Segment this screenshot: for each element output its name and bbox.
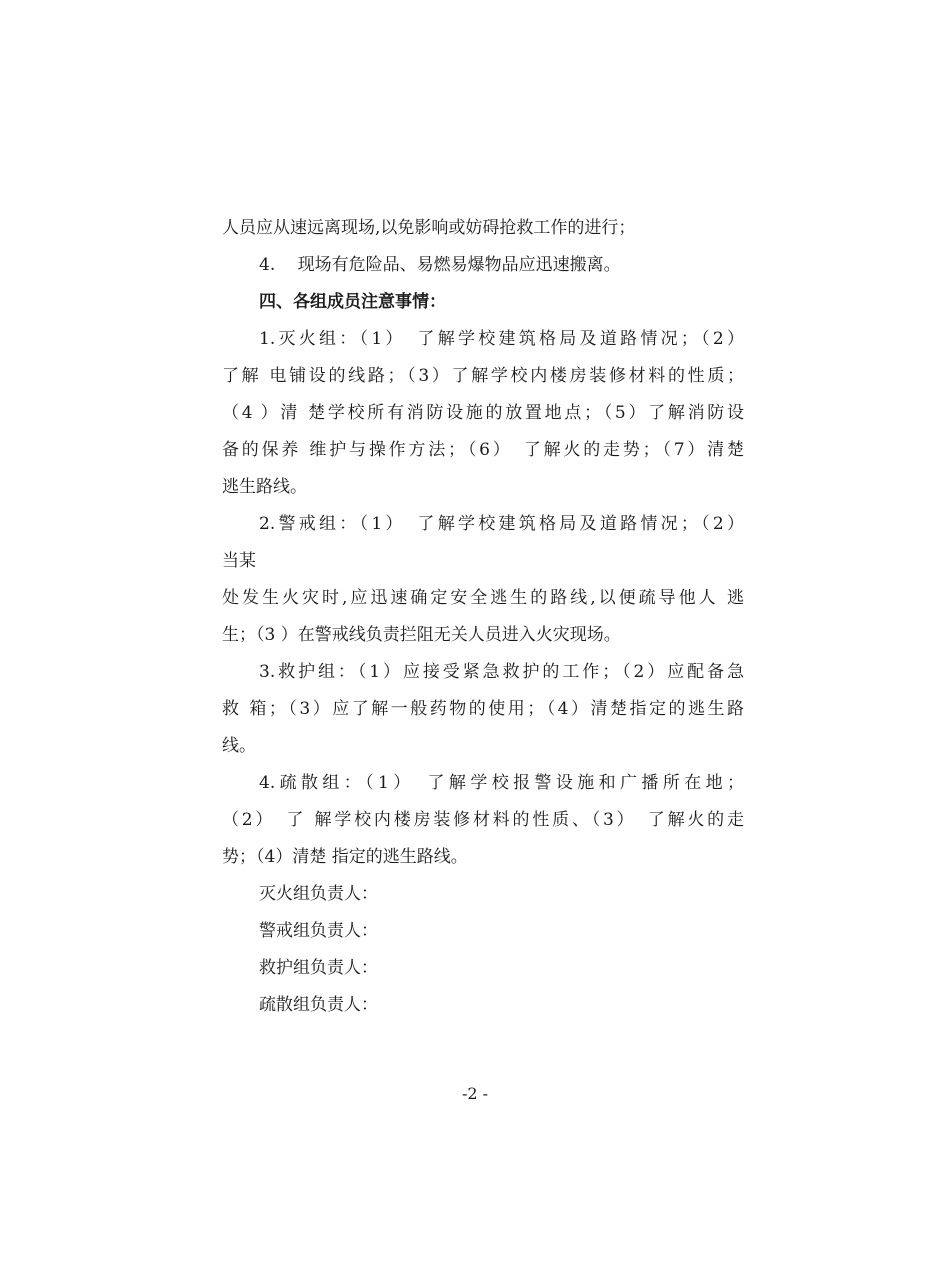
paragraph-line: （2） 了 解学校内楼房装修材料的性质、（3） 了解火的走 xyxy=(222,810,744,830)
paragraph-line: 生；（3 ）在警戒线负责拦阻无关人员进入火灾现场。 xyxy=(222,625,621,645)
paragraph-line: 2.警戒组：（1） 了解学校建筑格局及道路情况；（2） xyxy=(259,514,744,534)
signature-line-evacuation-team: 疏散组负责人： xyxy=(259,995,378,1015)
paragraph-line: 人员应从速远离现场,以免影响或妨碍抢救工作的进行； xyxy=(222,218,636,238)
paragraph-line: 逃生路线。 xyxy=(222,477,307,497)
paragraph-line: 4.疏散组：（1） 了解学校报警设施和广播所在地； xyxy=(259,773,744,793)
document-body xyxy=(222,210,744,1024)
paragraph-line: 3.救护组：（1）应接受紧急救护的工作；（2）应配备急 xyxy=(259,662,744,682)
paragraph-line: 备的保养 维护与操作方法；（6） 了解火的走势；（7）清楚 xyxy=(222,440,744,460)
paragraph-line: 当某 xyxy=(222,551,256,571)
paragraph-line: 救 箱；（3）应了解一般药物的使用；（4）清楚指定的逃生路 xyxy=(222,699,744,719)
paragraph-line: 4. 现场有危险品、易燃易爆物品应迅速搬离。 xyxy=(259,255,621,275)
signature-line-rescue-team: 救护组负责人： xyxy=(259,958,378,978)
paragraph-line: 处发生火灾时,应迅速确定安全逃生的路线,以便疏导他人 逃 xyxy=(222,588,744,608)
signature-line-guard-team: 警戒组负责人： xyxy=(259,921,378,941)
paragraph-line: 了解 电铺设的线路；（3）了解学校内楼房装修材料的性质； xyxy=(222,366,744,386)
page-number: -2 - xyxy=(461,1084,489,1103)
paragraph-line: 势；（4）清楚 指定的逃生路线。 xyxy=(222,847,468,867)
paragraph-line: （4 ）清 楚学校所有消防设施的放置地点；（5）了解消防设 xyxy=(222,403,744,423)
section-heading: 四、各组成员注意事情： xyxy=(259,292,446,312)
signature-line-fire-team: 灭火组负责人： xyxy=(259,884,378,904)
paragraph-line: 线。 xyxy=(222,736,256,756)
paragraph-line: 1.灭火组：（1） 了解学校建筑格局及道路情况；（2） xyxy=(259,329,744,349)
